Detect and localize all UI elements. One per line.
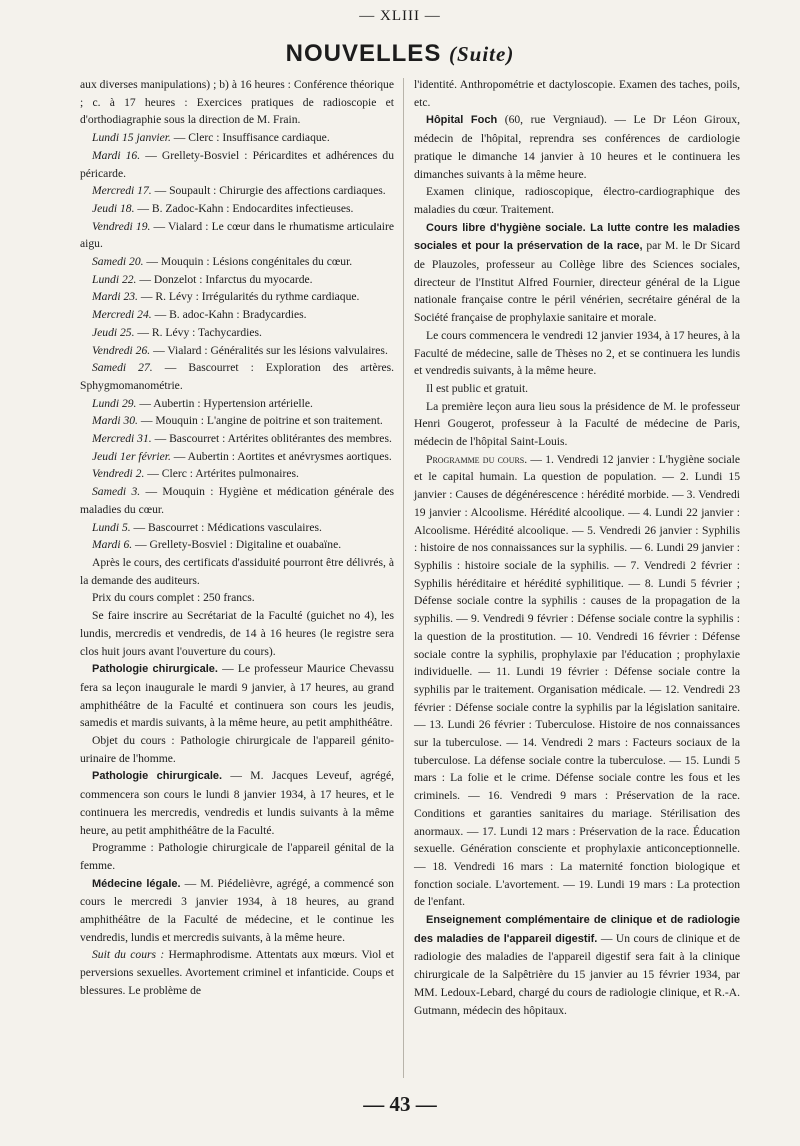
schedule-day: Mardi 30. (92, 414, 138, 428)
paragraph: l'identité. Anthropométrie et dactyloscopie. Examen des taches, poils, etc. (414, 78, 740, 109)
schedule-entry (80, 342, 394, 360)
schedule-day: Samedi 3. (92, 485, 141, 499)
schedule-text: — Mouquin : L'angine de poitrine et son traitement. (137, 414, 383, 428)
schedule-entry (80, 519, 394, 537)
schedule-entry (80, 412, 394, 430)
schedule-day: Mercredi 17. (92, 184, 152, 198)
schedule-text: — R. Lévy : Tachycardies. (134, 325, 262, 339)
news-heading: Hôpital Foch (426, 114, 498, 127)
news-text: (60, rue Vergniaud). — Le Dr Léon Giroux, médecin de l'hôpital, reprendra ses conférences de cardiologie pratique le dimanche 14 janvier à 10 heures et le continuera les dimanches suivants à la même heure. (414, 113, 741, 181)
schedule-day: Lundi 5. (92, 520, 131, 534)
schedule-entry (80, 395, 394, 413)
left-column (80, 76, 394, 1000)
schedule-text: — R. Lévy : Irrégularités du rythme cardiaque. (137, 290, 360, 304)
schedule-entry (80, 359, 394, 394)
paragraph: Se faire inscrire au Secrétariat de la Faculté (guichet no 4), les lundis, mercredis et vendredis, de 14 à 16 heures (le registre sera clos huit jours avant l'ouverture du cours). (80, 609, 394, 658)
column-divider (403, 78, 404, 1078)
schedule-text: — Grellety-Bosviel : Digitaline et ouabaïne. (132, 538, 342, 552)
schedule-day: Vendredi 26. (92, 343, 151, 357)
paragraph: Objet du cours : Pathologie chirurgicale de l'appareil génito-urinaire de l'homme. (80, 734, 394, 765)
cardiology-schedule (80, 129, 394, 554)
schedule-day: Lundi 15 janvier. (92, 131, 171, 145)
schedule-text: — Aubertin : Aortites et anévrysmes aortiques. (170, 449, 392, 463)
schedule-entry (80, 129, 394, 147)
news-heading: Pathologie chirurgicale. (92, 770, 223, 783)
paragraph: Prix du cours complet : 250 francs. (92, 591, 255, 605)
paragraph: Le cours commencera le vendredi 12 janvier 1934, à 17 heures, à la Faculté de médecine, salle de Thèses no 2, et se continuera les lundis et vendredis suivants, à la même heure. (414, 328, 740, 378)
schedule-text: — Clerc : Insuffisance cardiaque. (170, 131, 330, 145)
schedule-day: Mercredi 24. (92, 308, 152, 322)
schedule-entry (80, 306, 394, 324)
schedule-day: Mardi 6. (92, 538, 133, 552)
schedule-text: — B. adoc-Kahn : Bradycardies. (151, 308, 307, 322)
schedule-day: Vendredi 2. (92, 467, 145, 481)
schedule-entry (80, 288, 394, 306)
news-text: — Un cours de clinique et de radiologie des maladies de l'appareil digestif sera fait à la clinique chirurgicale de la Salpêtrière du 15 janvier au 15 février 1934, par MM. Ledoux-Lebard, chargé du cours de radiologie clinique, et R.-A. Gutmann, médecin des hôpitaux. (414, 931, 741, 1017)
schedule-text: — Mouquin : Hygiène et médication générale des maladies du cœur. (80, 485, 394, 516)
schedule-entry (80, 430, 394, 448)
suite-label: Suit du cours : (92, 948, 165, 962)
news-text: Hermaphrodisme. Attentats aux mœurs. Viol et perversions sexuelles. Avortement criminel et infanticide. Coups et blessures. Le problème de (80, 948, 395, 997)
page-number: — 43 — (363, 1092, 437, 1116)
schedule-entry (80, 448, 394, 466)
news-text: — 1. Vendredi 12 janvier : L'hygiène sociale et le capital humain. La question de population. — 2. Lundi 15 janvier : Causes de dégénérescence : hérédité morbide. — 3. Vendredi 19 janvier : Alcoolisme. Hérédité alcoolique. — 4. Lundi 22 janvier : Alcoolisme. Hérédité alcoolique. — 5. Vendredi 26 janvier : Syphilis : histoire de nos connaissances sur la syphilis. — 6. Lundi 29 janvier : Syphilis : histoire sociale de la syphilis. — 7. Vendredi 2 février : Syphilis héréditaire et hérédité syphilitique. — 8. Lundi 5 février ; Défense sociale contre la syphilis : causes de la propagation de la syphilis. — 9. Vendredi 9 février : Défense sociale contre la syphilis : la question de la prostitution. — 10. Vendredi 16 février : Défense sociale contre la syphilis, prophylaxie par l'éducation ; prophylaxie individuelle. — 11. Lundi 19 février : Défense sociale contre la syphilis par le traitement. Organisation médicale. — 12. Vendredi 23 février : Défense sociale contre la syphilis par la législation sanitaire. — 13. Lundi 26 février : Tuberculose. Histoire de nos connaissances sur la tuberculose. — 14. Vendredi 2 mars : Facteurs sociaux de la tuberculose. La défense sociale contre la tuberculose. — 15. Lundi 5 mars : La folie et le crime. Défense sociale contre les fous et les criminels. — 16. Vendredi 9 mars : Préservation de la race. Conditions et garanties sanitaires du mariage. Stérilisation des anormaux. — 17. Lundi 12 mars : Préservation de la race. Éducation sexuelle. Génération consciente et prophylaxie anticonceptionnelle. — 18. Vendredi 16 mars : La maternité fonction biologique et fonction sociale. L'avortement. — 19. Lundi 19 mars : La protection de l'enfant. (414, 452, 740, 909)
schedule-day: Mardi 16. (92, 148, 141, 162)
schedule-entry (80, 465, 394, 483)
schedule-text: — Donzelot : Infarctus du myocarde. (136, 272, 313, 286)
schedule-entry (80, 218, 394, 253)
schedule-entry (80, 200, 394, 218)
schedule-text: — Clerc : Artérites pulmonaires. (144, 467, 299, 481)
news-item (80, 767, 394, 839)
news-heading: Médecine légale. (92, 877, 181, 890)
schedule-entry (80, 536, 394, 554)
schedule-day: Samedi 20. (92, 255, 144, 269)
schedule-entry (80, 253, 394, 271)
news-text: — M. Piédelièvre, agrégé, a commencé son cours le mercredi 3 janvier 1934, à 18 heures, au grand amphithéâtre de la Faculté de médecine, et le continue les vendredis, lundis et mercredis suivants, à la même heure. (80, 876, 394, 944)
schedule-text: — Soupault : Chirurgie des affections cardiaques. (151, 184, 386, 198)
paragraph: Programme : Pathologie chirurgicale de l'appareil génital de la femme. (80, 841, 394, 872)
news-heading: Enseignement complémentaire de clinique et de radiologie des maladies de l'appareil digestif. (414, 914, 740, 945)
paragraph: Il est public et gratuit. (426, 381, 529, 395)
news-item (80, 875, 394, 947)
paragraph: La première leçon aura lieu sous la présidence de M. le professeur Henri Gougerot, professeur à la Faculté de médecine de Paris, médecin de l'hôpital Saint-Louis. (414, 399, 740, 449)
schedule-day: Jeudi 1er février. (92, 449, 171, 463)
schedule-entry (80, 483, 394, 518)
paragraph: Examen clinique, radioscopique, électro-cardiographique des maladies du cœur. Traitement. (414, 185, 740, 216)
news-item (414, 451, 740, 911)
schedule-text: — Bascourret : Médications vasculaires. (130, 520, 322, 534)
news-item (414, 219, 740, 327)
news-item (80, 946, 394, 999)
schedule-entry (80, 147, 394, 182)
paragraph: Après le cours, des certificats d'assiduité pourront être délivrés, à la demande des auditeurs. (80, 555, 394, 587)
news-heading: Cours libre d'hygiène sociale. La lutte contre les maladies sociales et pour la préservation de la race, (414, 221, 740, 253)
news-text: — M. Jacques Leveuf, agrégé, commencera son cours le lundi 8 janvier 1934, à 17 heures, et le continuera les mercredis, vendredis et lundis suivants à la même heure, au petit amphithéâtre de la Faculté. (80, 769, 394, 837)
schedule-day: Lundi 22. (92, 272, 137, 286)
schedule-text: — Grellety-Bosviel : Péricardites et adhérences du péricarde. (80, 148, 394, 180)
news-item (414, 111, 740, 183)
schedule-day: Mardi 23. (92, 290, 138, 304)
program-label: Programme du cours. (426, 452, 528, 466)
schedule-day: Lundi 29. (92, 396, 137, 410)
schedule-text: — Bascourret : Exploration des artères. Sphygmomanométrie. (80, 361, 395, 392)
schedule-text: — Mouquin : Lésions congénitales du cœur. (143, 255, 353, 269)
schedule-text: — Bascourret : Artérites oblitérantes des membres. (151, 432, 392, 446)
schedule-day: Samedi 27. (92, 361, 153, 375)
paragraph: aux diverses manipulations) ; b) à 16 heures : Conférence théorique ; c. à 17 heures : Exercices pratiques de radioscopie et d'orthodiagraphie sous la direction de M. Frain. (80, 78, 394, 127)
schedule-day: Jeudi 18. (92, 201, 135, 215)
schedule-text: — Vialard : Le cœur dans le rhumatisme articulaire aigu. (80, 219, 394, 251)
section-title-text: NOUVELLES (285, 40, 442, 67)
schedule-day: Mercredi 31. (92, 432, 152, 446)
schedule-text: — B. Zadoc-Kahn : Endocardites infectieuses. (134, 201, 354, 215)
schedule-entry (80, 182, 394, 200)
right-column (414, 76, 740, 1019)
section-title (0, 40, 800, 68)
news-text: — Le professeur Maurice Chevassu fera sa leçon inaugurale le mardi 9 janvier, à 17 heures, au grand amphithéâtre de la Faculté et continuera son cours les jeudis, samedis et mardis suivants, à la même heure, au petit amphithéâtre. (80, 662, 394, 730)
news-text: par M. le Dr Sicard de Plauzoles, professeur au Collège libre des Sciences sociales, directeur de l'Institut Alfred Fournier, directeur général de la Ligue nationale française contre le péril vénérien, secrétaire général de la Société française de prophylaxie sanitaire et morale. (414, 239, 740, 325)
schedule-text: — Aubertin : Hypertension artérielle. (136, 396, 313, 410)
schedule-entry (80, 271, 394, 289)
schedule-entry (80, 324, 394, 342)
schedule-day: Vendredi 19. (92, 219, 151, 233)
news-heading: Pathologie chirurgicale. (92, 663, 218, 676)
schedule-text: — Vialard : Généralités sur les lésions valvulaires. (150, 343, 388, 357)
news-item (414, 911, 740, 1019)
news-item (80, 660, 394, 732)
section-title-suite: (Suite) (449, 42, 515, 66)
schedule-day: Jeudi 25. (92, 325, 135, 339)
page-roman-number: — XLIII — (359, 8, 441, 24)
